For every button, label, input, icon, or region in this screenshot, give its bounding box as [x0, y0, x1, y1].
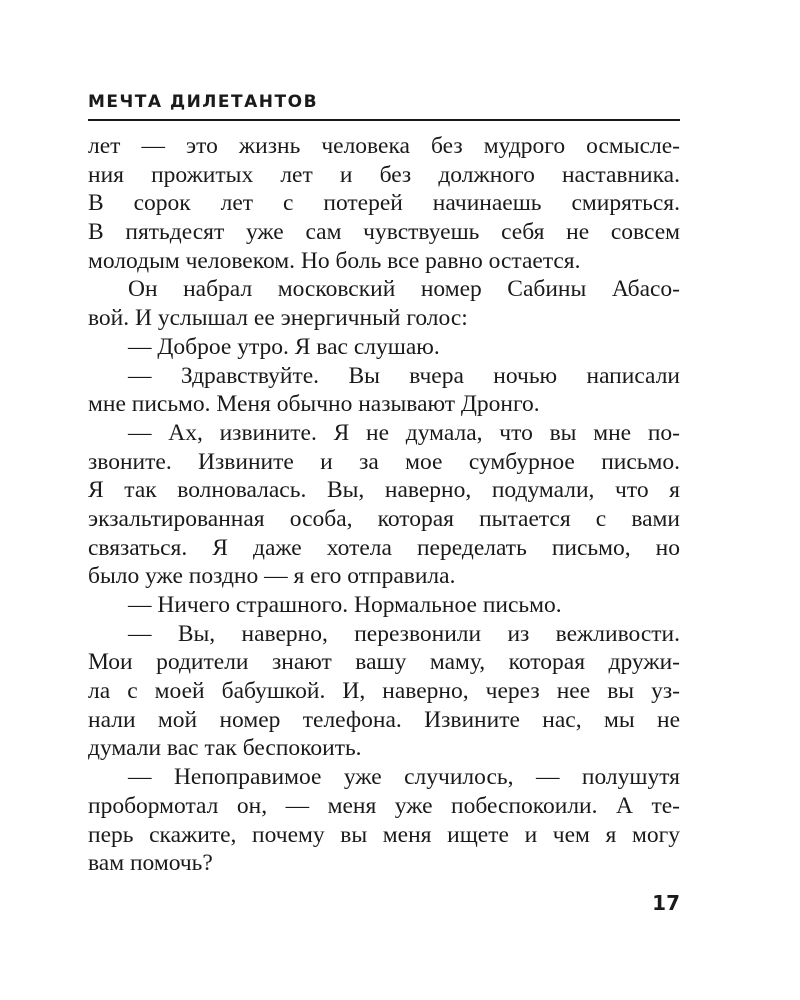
text-line: — Непоправимое уже случилось, — полушутя	[128, 764, 680, 791]
text-line: нали мой номер телефона. Извините нас, мы не	[88, 706, 680, 733]
running-title: МЕЧТА ДИЛЕТАНТОВ	[88, 92, 319, 112]
text-line: экзальтированная особа, которая пытается с вами	[88, 505, 680, 532]
text-line: лет — это жизнь человека без мудрого осмысле-	[88, 133, 680, 159]
text-line: вой. И услышал ее энергичный голос:	[88, 305, 468, 332]
text-line: ла с моей бабушкой. И, наверно, через нее вы уз-	[88, 678, 680, 705]
text-line: связаться. Я даже хотела переделать письмо, но	[88, 534, 680, 561]
body-text	[88, 132, 680, 878]
text-line: перь скажите, почему вы меня ищете и чем я могу	[88, 821, 680, 848]
text-line: Я так волновалась. Вы, наверно, подумали, что я	[88, 477, 680, 504]
text-line: В пятьдесят уже сам чувствуешь себя не совсем	[88, 219, 680, 246]
text-line: было уже поздно — я его отправила.	[88, 563, 456, 590]
text-line: думали вас так беспокоить.	[88, 735, 362, 762]
text-line: В сорок лет с потерей начинаешь смиряться.	[88, 190, 680, 217]
text-line: Он набрал московский номер Сабины Абасо-	[128, 276, 680, 303]
text-line: — Ничего страшного. Нормальное письмо.	[128, 592, 562, 618]
text-line: — Доброе утро. Я вас слушаю.	[128, 333, 440, 360]
text-line: — Вы, наверно, перезвонили из вежливости.	[128, 620, 680, 647]
text-line: мне письмо. Меня обычно называют Дронго.	[88, 391, 540, 418]
text-line: ния прожитых лет и без должного наставника.	[88, 161, 680, 188]
text-line: Мои родители знают вашу маму, которая дружи-	[88, 649, 680, 676]
text-line: — Ах, извините. Я не думала, что вы мне по-	[128, 419, 680, 446]
text-line: молодым человеком. Но боль все равно остается.	[88, 247, 581, 274]
text-line: пробормотал он, — меня уже побеспокоили. А те-	[88, 792, 680, 819]
header-rule	[88, 119, 680, 121]
text-line: — Здравствуйте. Вы вчера ночью написали	[128, 362, 680, 389]
text-line: вам помочь?	[88, 850, 213, 877]
page-number: 17	[652, 891, 680, 915]
text-line: звоните. Извините и за мое сумбурное письмо.	[88, 448, 680, 475]
